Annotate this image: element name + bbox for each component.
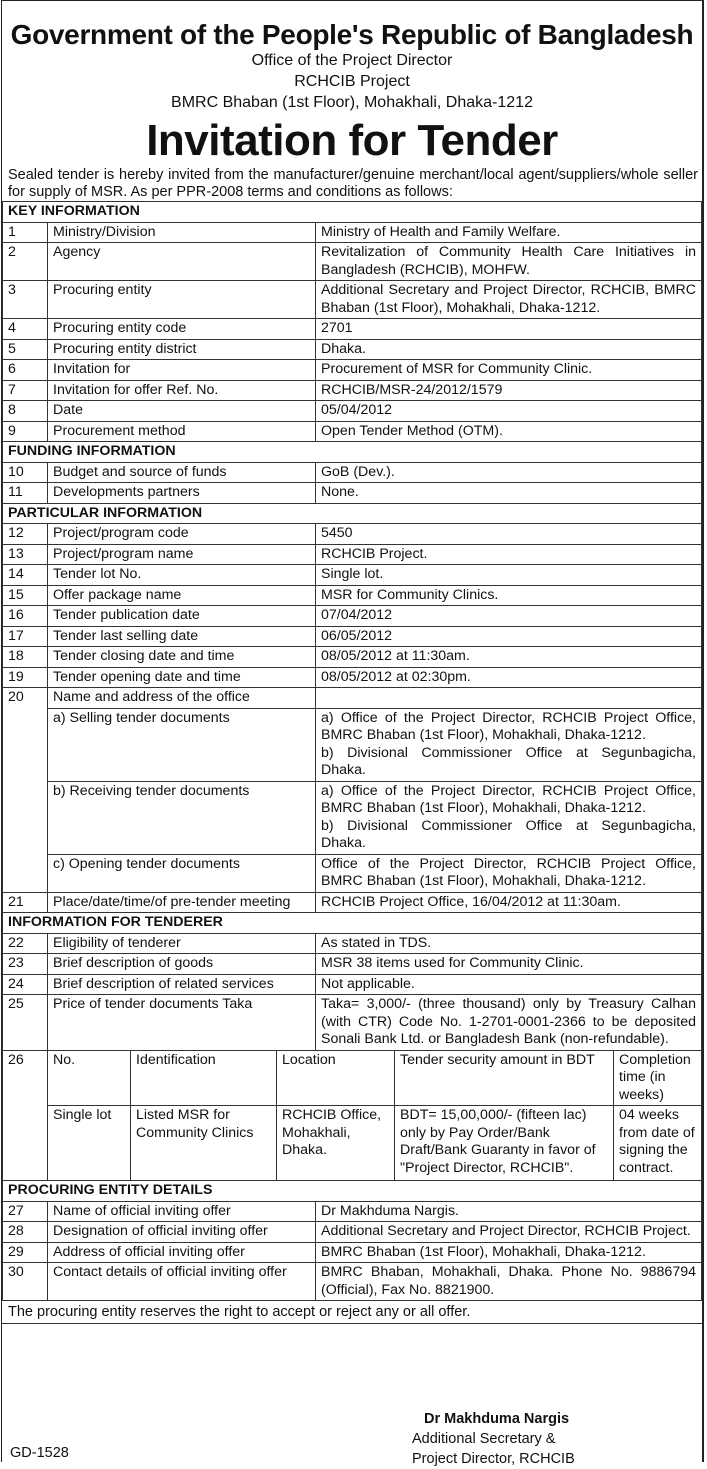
row-number: 24 (3, 974, 48, 995)
intro-paragraph: Sealed tender is hereby invited from the manufacturer/genuine merchant/local agent/suppliers/whole seller for supply of MSR. As per PPR-2008 terms and conditions as follows: (8, 167, 698, 200)
table-row (3, 401, 702, 422)
section-tenderer: INFORMATION FOR TENDERER (3, 913, 702, 934)
row-label: Name and address of the office (48, 688, 316, 709)
address-line: BMRC Bhaban (1st Floor), Mohakhali, Dhaka-1212 (171, 94, 533, 111)
lot-header-row (48, 1051, 701, 1106)
row-number: 20 (3, 688, 48, 893)
row-value: Revitalization of Community Health Care Initiatives in Bangladesh (RCHCIB), MOHFW. (316, 243, 702, 281)
lot-cell: RCHCIB Office, Mohakhali, Dhaka. (277, 1106, 395, 1181)
row-label: Tender closing date and time (48, 647, 316, 668)
lot-header: Completion time (in weeks) (614, 1051, 702, 1106)
row-value: Ministry of Health and Family Welfare. (316, 222, 702, 243)
lot-cell: Listed MSR for Community Clinics (131, 1106, 277, 1181)
row-value: 5450 (316, 524, 702, 545)
row-number: 6 (3, 360, 48, 381)
table-row (3, 544, 702, 565)
row-label: Name of official inviting offer (48, 1201, 316, 1222)
lot-header: No. (48, 1051, 131, 1106)
row-label: Invitation for offer Ref. No. (48, 380, 316, 401)
row-number: 10 (3, 462, 48, 483)
row-number: 4 (3, 319, 48, 340)
row-label: Tender last selling date (48, 626, 316, 647)
row-label: b) Receiving tender documents (48, 781, 316, 854)
table-row (3, 421, 702, 442)
lot-header: Location (277, 1051, 395, 1106)
row-label: Procurement method (48, 421, 316, 442)
row-label: Offer package name (48, 585, 316, 606)
row-number: 27 (3, 1201, 48, 1222)
table-row (3, 974, 702, 995)
row-number: 13 (3, 544, 48, 565)
row-number: 8 (3, 401, 48, 422)
table-row (3, 243, 702, 281)
row-number: 21 (3, 892, 48, 913)
row-label: Developments partners (48, 483, 316, 504)
row-value: RCHCIB Project Office, 16/04/2012 at 11:30am. (316, 892, 702, 913)
table-row (3, 995, 702, 1051)
section-funding: FUNDING INFORMATION (3, 442, 702, 463)
row-number: 23 (3, 954, 48, 975)
row-label: Date (48, 401, 316, 422)
row-number: 18 (3, 647, 48, 668)
row-label: c) Opening tender documents (48, 854, 316, 892)
row-value: 08/05/2012 at 02:30pm. (316, 667, 702, 688)
row-number: 17 (3, 626, 48, 647)
table-row (3, 667, 702, 688)
row-value: 2701 (316, 319, 702, 340)
row-value: Procurement of MSR for Community Clinic. (316, 360, 702, 381)
row-value: Not applicable. (316, 974, 702, 995)
table-row (3, 892, 702, 913)
project-line: RCHCIB Project (294, 73, 410, 90)
row-number: 29 (3, 1242, 48, 1263)
row-label: Ministry/Division (48, 222, 316, 243)
row-value (316, 708, 702, 781)
row-value: As stated in TDS. (316, 933, 702, 954)
row-number: 11 (3, 483, 48, 504)
row-number: 2 (3, 243, 48, 281)
row-label: Procuring entity district (48, 339, 316, 360)
row-number: 16 (3, 606, 48, 627)
table-row (3, 319, 702, 340)
table-row (3, 380, 702, 401)
section-row (3, 442, 702, 463)
row-label: Brief description of related services (48, 974, 316, 995)
table-row (3, 565, 702, 586)
row-label: Procuring entity code (48, 319, 316, 340)
table-row (3, 647, 702, 668)
section-row (3, 913, 702, 934)
row-number: 1 (3, 222, 48, 243)
address-option-b: b) Divisional Commissioner Office at Segunbagicha, Dhaka. (321, 817, 696, 851)
lot-cell: Single lot (48, 1106, 131, 1181)
row-value: MSR 38 items used for Community Clinic. (316, 954, 702, 975)
table-row (3, 339, 702, 360)
row-number: 7 (3, 380, 48, 401)
footer-note: The procuring entity reserves the right to accept or reject any or all offer. (2, 1301, 702, 1324)
address-option-a: a) Office of the Project Director, RCHCIB Project Office, BMRC Bhaban (1st Floor), Mohakhali, Dhaka-1212. (321, 709, 696, 743)
lot-cell: 04 weeks from date of signing the contract. (614, 1106, 702, 1181)
row-value: 07/04/2012 (316, 606, 702, 627)
row-number: 9 (3, 421, 48, 442)
table-row (3, 585, 702, 606)
row-label: Project/program name (48, 544, 316, 565)
row-number: 25 (3, 995, 48, 1051)
info-table (2, 201, 702, 1301)
table-row (3, 360, 702, 381)
table-row (3, 626, 702, 647)
row-value: GoB (Dev.). (316, 462, 702, 483)
row-value: 08/05/2012 at 11:30am. (316, 647, 702, 668)
row-label: Budget and source of funds (48, 462, 316, 483)
section-row (3, 503, 702, 524)
lot-row (3, 1050, 702, 1181)
row-value: BMRC Bhaban (1st Floor), Mohakhali, Dhaka-1212. (316, 1242, 702, 1263)
government-heading: Government of the People's Republic of Bangladesh (10, 19, 694, 50)
row-label: Price of tender documents Taka (48, 995, 316, 1051)
section-row (3, 202, 702, 223)
row-label: Project/program code (48, 524, 316, 545)
table-row (3, 281, 702, 319)
row-label: Contact details of official inviting offer (48, 1263, 316, 1301)
row-number: 26 (3, 1050, 48, 1181)
row-value: Taka= 3,000/- (three thousand) only by Treasury Calhan (with CTR) Code No. 1-2701-0001-2366 to be deposited Sonali Bank Ltd. or Bangladesh Bank (non-refundable). (316, 995, 702, 1051)
section-particular: PARTICULAR INFORMATION (3, 503, 702, 524)
office-line: Office of the Project Director (251, 52, 453, 69)
row-label: a) Selling tender documents (48, 708, 316, 781)
table-row (3, 524, 702, 545)
signature-line2: Project Director, RCHCIB (412, 1451, 575, 1467)
table-row (3, 708, 702, 781)
row-value: Single lot. (316, 565, 702, 586)
address-option-b: b) Divisional Commissioner Office at Segunbagicha, Dhaka. (321, 744, 696, 778)
row-number: 12 (3, 524, 48, 545)
row-value: BMRC Bhaban, Mohakhali, Dhaka. Phone No. 9886794 (Official), Fax No. 8821900. (316, 1263, 702, 1301)
lot-cell: BDT= 15,00,000/- (fifteen lac) only by Pay Order/Bank Draft/Bank Guaranty in favor of "Project Director, RCHCIB". (395, 1106, 614, 1181)
address-option-a: a) Office of the Project Director, RCHCIB Project Office, BMRC Bhaban (1st Floor), Mohakhali, Dhaka-1212. (321, 782, 696, 816)
signature-line1: Additional Secretary & (412, 1431, 556, 1447)
row-label: Tender lot No. (48, 565, 316, 586)
row-number: 5 (3, 339, 48, 360)
row-label: Place/date/time/of pre-tender meeting (48, 892, 316, 913)
table-row (3, 688, 702, 709)
table-row (3, 462, 702, 483)
table-row (3, 933, 702, 954)
section-row (3, 1181, 702, 1202)
lot-header: Identification (131, 1051, 277, 1106)
row-label: Address of official inviting offer (48, 1242, 316, 1263)
row-label: Tender opening date and time (48, 667, 316, 688)
row-value (316, 688, 702, 709)
signature-block (412, 1409, 702, 1469)
row-value: Open Tender Method (OTM). (316, 421, 702, 442)
row-label: Designation of official inviting offer (48, 1222, 316, 1243)
row-number: 14 (3, 565, 48, 586)
row-label: Eligibility of tenderer (48, 933, 316, 954)
row-value: 05/04/2012 (316, 401, 702, 422)
table-row (3, 854, 702, 892)
row-value: Additional Secretary and Project Director, RCHCIB Project. (316, 1222, 702, 1243)
table-row (3, 1222, 702, 1243)
row-label: Procuring entity (48, 281, 316, 319)
row-number: 30 (3, 1263, 48, 1301)
section-procuring: PROCURING ENTITY DETAILS (3, 1181, 702, 1202)
table-row (3, 1242, 702, 1263)
gd-code: GD-1528 (10, 1445, 69, 1461)
row-label: Agency (48, 243, 316, 281)
row-value: Office of the Project Director, RCHCIB Project Office, BMRC Bhaban (1st Floor), Mohakhali, Dhaka-1212. (316, 854, 702, 892)
table-row (3, 954, 702, 975)
section-key: KEY INFORMATION (3, 202, 702, 223)
row-value: RCHCIB Project. (316, 544, 702, 565)
row-number: 28 (3, 1222, 48, 1243)
page-title: Invitation for Tender (146, 116, 558, 165)
lot-data-row (48, 1106, 701, 1181)
row-value: Dhaka. (316, 339, 702, 360)
row-value: MSR for Community Clinics. (316, 585, 702, 606)
row-value: Additional Secretary and Project Director, RCHCIB, BMRC Bhaban (1st Floor), Mohakhali, Dhaka-1212. (316, 281, 702, 319)
row-value (316, 781, 702, 854)
signature-name: Dr Makhduma Nargis (424, 1411, 570, 1427)
row-value: None. (316, 483, 702, 504)
row-value: RCHCIB/MSR-24/2012/1579 (316, 380, 702, 401)
row-label: Tender publication date (48, 606, 316, 627)
lot-table-cell (48, 1050, 702, 1181)
lot-header: Tender security amount in BDT (395, 1051, 614, 1106)
lot-table (48, 1051, 701, 1181)
tender-notice (1, 0, 704, 1467)
row-label: Invitation for (48, 360, 316, 381)
table-row (3, 1263, 702, 1301)
row-label: Brief description of goods (48, 954, 316, 975)
row-value: 06/05/2012 (316, 626, 702, 647)
row-number: 19 (3, 667, 48, 688)
table-row (3, 222, 702, 243)
row-value: Dr Makhduma Nargis. (316, 1201, 702, 1222)
row-number: 22 (3, 933, 48, 954)
row-number: 15 (3, 585, 48, 606)
table-row (3, 606, 702, 627)
row-number: 3 (3, 281, 48, 319)
table-row (3, 1201, 702, 1222)
table-row (3, 483, 702, 504)
table-row (3, 781, 702, 854)
